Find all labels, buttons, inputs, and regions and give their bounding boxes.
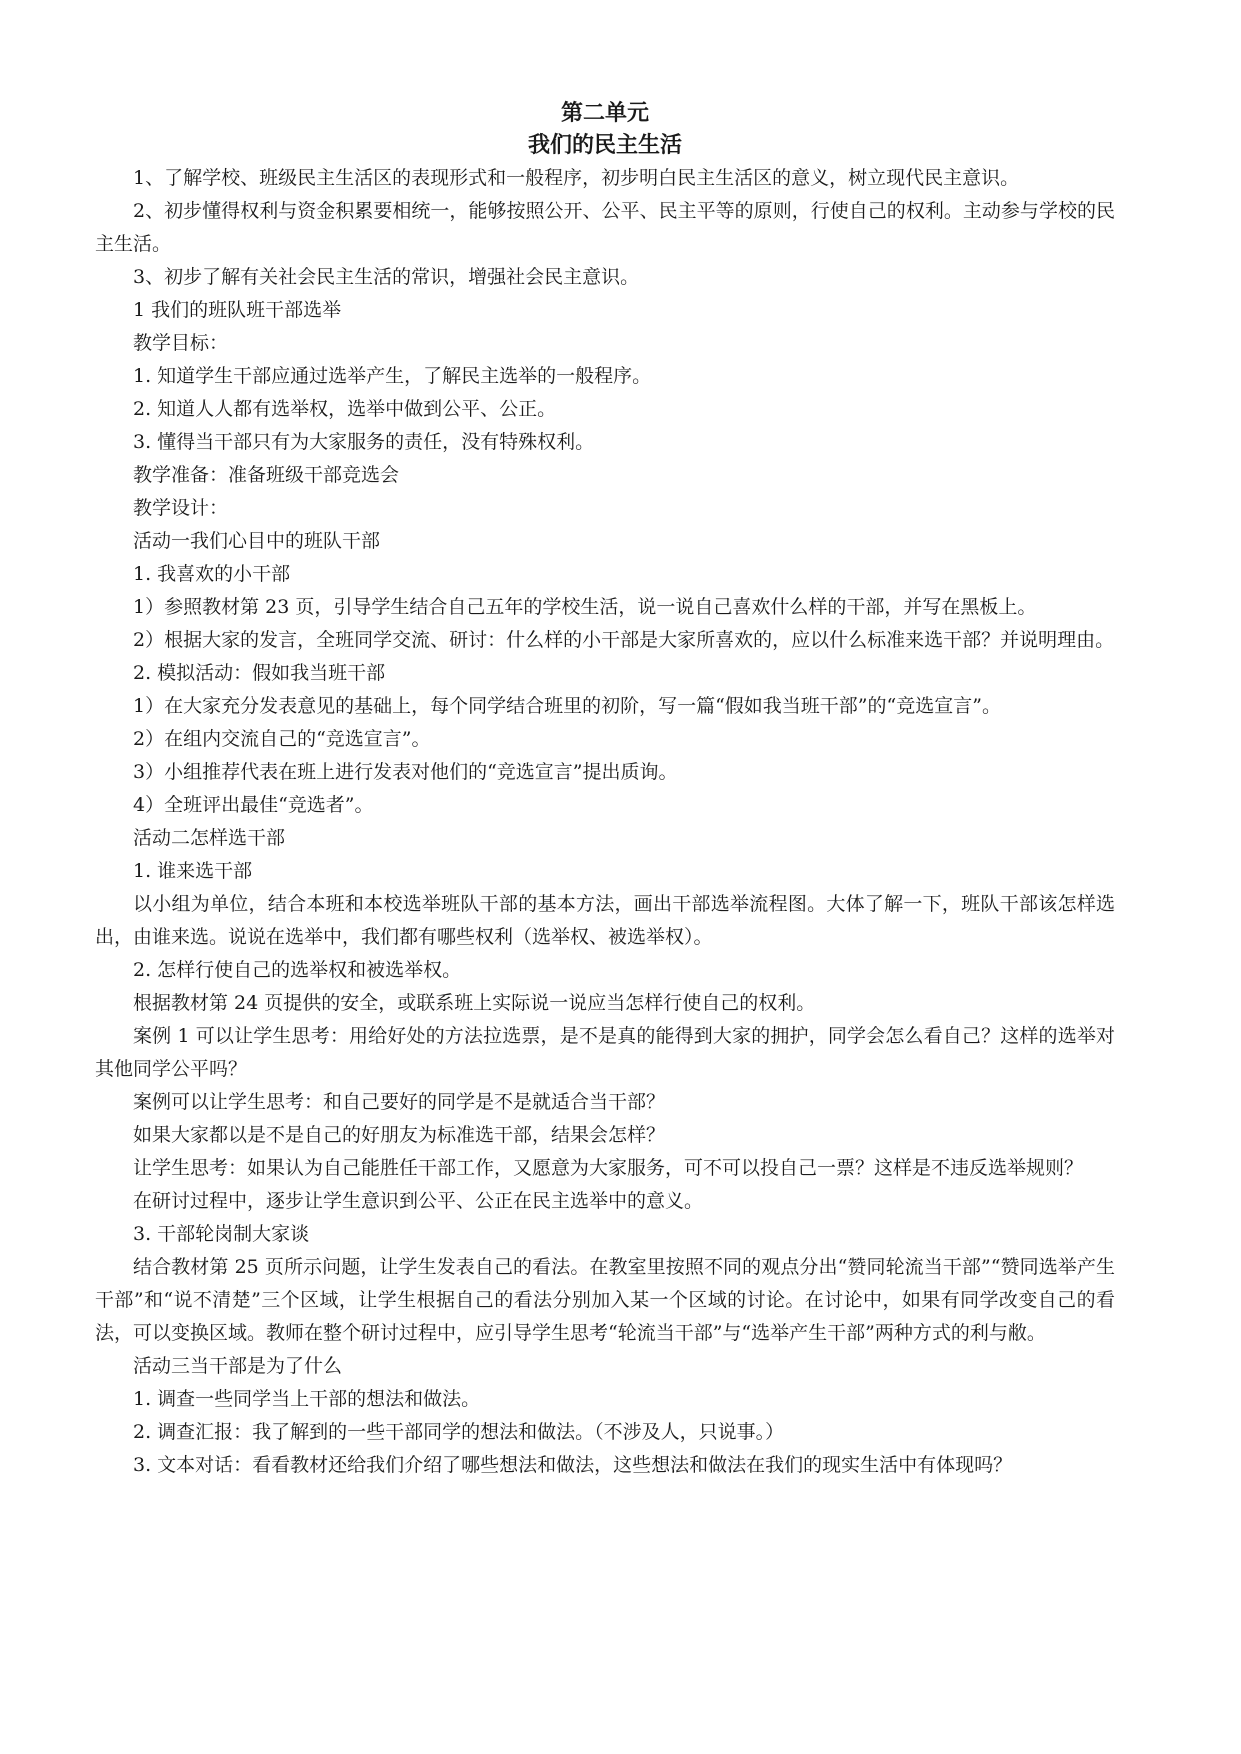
paragraph: 案例可以让学生思考：和自己要好的同学是不是就适合当干部？ bbox=[133, 1091, 666, 1113]
paragraph: 如果大家都以是不是自己的好朋友为标准选干部，结果会怎样？ bbox=[133, 1124, 666, 1146]
paragraph: 活动三当干部是为了什么 bbox=[133, 1355, 343, 1377]
paragraph: 在研讨过程中，逐步让学生意识到公平、公正在民主选举中的意义。 bbox=[133, 1190, 704, 1212]
paragraph: 以小组为单位，结合本班和本校选举班队干部的基本方法，画出干部选举流程图。大体了解一下，班队干部该怎样选出，由谁来选。说说在选举中，我们都有哪些权利（选举权、被选举权）。 bbox=[95, 893, 1115, 948]
paragraph: 1. 我喜欢的小干部 bbox=[133, 563, 291, 585]
paragraph: 1. 知道学生干部应通过选举产生，了解民主选举的一般程序。 bbox=[133, 365, 652, 387]
paragraph: 让学生思考：如果认为自己能胜任干部工作，又愿意为大家服务，可不可以投自己一票？这样是不违反选举规则？ bbox=[133, 1157, 1084, 1179]
paragraph: 2、初步懂得权利与资金积累要相统一，能够按照公开、公平、民主平等的原则，行使自己的权利。主动参与学校的民主生活。 bbox=[95, 200, 1115, 255]
unit-title: 第二单元 bbox=[560, 101, 649, 126]
document-content bbox=[95, 98, 1115, 1482]
paragraph: 3. 懂得当干部只有为大家服务的责任，没有特殊权利。 bbox=[133, 431, 595, 453]
body-paragraphs bbox=[95, 162, 1115, 1482]
paragraph: 活动一我们心目中的班队干部 bbox=[133, 530, 381, 552]
paragraph: 2. 怎样行使自己的选举权和被选举权。 bbox=[133, 959, 462, 981]
paragraph: 活动二怎样选干部 bbox=[133, 827, 286, 849]
paragraph: 3、初步了解有关社会民主生活的常识，增强社会民主意识。 bbox=[133, 266, 640, 288]
paragraph: 3. 干部轮岗制大家谈 bbox=[133, 1223, 310, 1245]
paragraph: 案例 1 可以让学生思考：用给好处的方法拉选票，是不是真的能得到大家的拥护，同学会怎么看自己？这样的选举对其他同学公平吗？ bbox=[95, 1025, 1115, 1080]
lesson-title: 我们的民主生活 bbox=[527, 133, 682, 158]
paragraph: 1）参照教材第 23 页，引导学生结合自己五年的学校生活，说一说自己喜欢什么样的干部，并写在黑板上。 bbox=[133, 596, 1037, 618]
paragraph: 1）在大家充分发表意见的基础上，每个同学结合班里的初阶，写一篇“假如我当班干部”的“竞选宣言”。 bbox=[133, 695, 1001, 717]
paragraph: 2）在组内交流自己的“竞选宣言”。 bbox=[133, 728, 431, 750]
paragraph: 1 我们的班队班干部选举 bbox=[133, 299, 342, 321]
paragraph: 2. 模拟活动：假如我当班干部 bbox=[133, 662, 386, 684]
paragraph: 2. 调查汇报：我了解到的一些干部同学的想法和做法。（不涉及人，只说事。） bbox=[133, 1421, 785, 1443]
paragraph: 教学设计： bbox=[133, 497, 229, 519]
paragraph: 教学准备：准备班级干部竞选会 bbox=[133, 464, 400, 486]
paragraph: 1. 谁来选干部 bbox=[133, 860, 253, 882]
paragraph: 2）根据大家的发言，全班同学交流、研讨：什么样的小干部是大家所喜欢的，应以什么标准来选干部？并说明理由。 bbox=[133, 629, 1115, 651]
paragraph: 2. 知道人人都有选举权，选举中做到公平、公正。 bbox=[133, 398, 557, 420]
paragraph: 3. 文本对话：看看教材还给我们介绍了哪些想法和做法，这些想法和做法在我们的现实生活中有体现吗？ bbox=[133, 1454, 1013, 1476]
paragraph: 教学目标： bbox=[133, 332, 229, 354]
paragraph: 3）小组推荐代表在班上进行发表对他们的“竞选宣言”提出质询。 bbox=[133, 761, 678, 783]
paragraph: 1. 调查一些同学当上干部的想法和做法。 bbox=[133, 1388, 481, 1410]
paragraph: 1、了解学校、班级民主生活区的表现形式和一般程序，初步明白民主生活区的意义，树立现代民主意识。 bbox=[133, 167, 1020, 189]
paragraph: 根据教材第 24 页提供的安全，或联系班上实际说一说应当怎样行使自己的权利。 bbox=[133, 992, 816, 1014]
paragraph: 4）全班评出最佳“竞选者”。 bbox=[133, 794, 374, 816]
paragraph: 结合教材第 25 页所示问题，让学生发表自己的看法。在教室里按照不同的观点分出“赞同轮流当干部”“赞同选举产生干部”和“说不清楚”三个区域，让学生根据自己的看法分别加入某一个区域的讨论。在讨论中，如果有同学改变自己的看法，可以变换区域。教师在整个研讨过程中，应引导学生思考“轮流当干部”与“选举产生干部”两种方式的利与敝。 bbox=[95, 1256, 1115, 1344]
